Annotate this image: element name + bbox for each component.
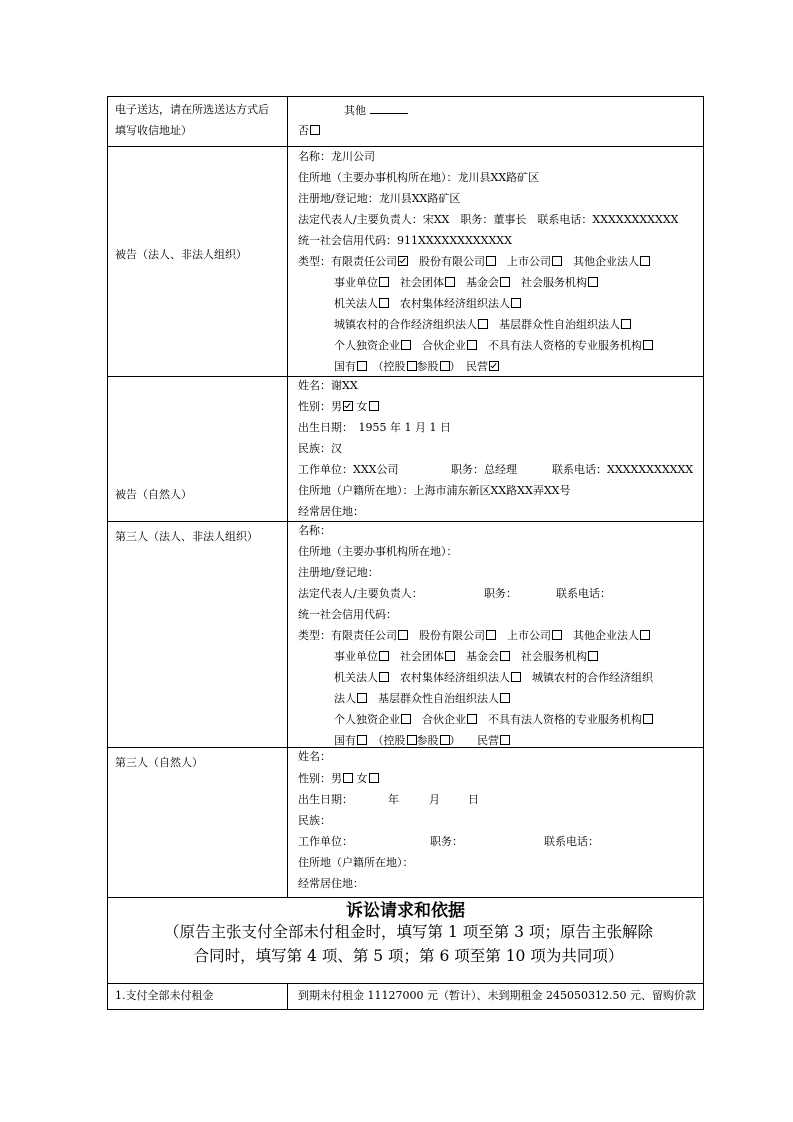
third-org-type-label: 类型： [298, 629, 331, 642]
third-org-type-line6 [334, 734, 510, 748]
defendant-org-type-line3 [334, 297, 521, 311]
defendant-org-credit-code: 统一社会信用代码：911XXXXXXXXXXXX [298, 234, 512, 247]
defendant-org-type-non-legal-checkbox[interactable] [643, 340, 653, 350]
third-person-value-cell [288, 748, 703, 897]
third-org-type-social-service-checkbox[interactable] [588, 651, 598, 661]
claim-item-1-label-cell [108, 984, 288, 1009]
defendant-person-work-unit: 工作单位：XXX公司 [298, 463, 399, 476]
third-person-gender-male: 性别：男 [298, 772, 342, 785]
defendant-org-type-state-checkbox[interactable] [357, 361, 367, 371]
third-org-type-private: 民营 [477, 734, 499, 747]
third-org-type-foundation-checkbox[interactable] [500, 651, 510, 661]
defendant-person-label-cell [108, 377, 288, 521]
third-org-type-state: 国有 [334, 734, 356, 747]
defendant-person-ethnicity: 民族：汉 [298, 442, 342, 455]
defendant-org-type-limited-checkbox[interactable] [398, 256, 408, 266]
complaint-form-table [107, 96, 704, 1010]
third-org-type-institution-checkbox[interactable] [379, 651, 389, 661]
third-org-row [108, 522, 703, 748]
third-org-type-joint-stock-checkbox[interactable] [486, 630, 496, 640]
defendant-org-type-line5 [334, 339, 653, 353]
third-org-type-line1 [298, 629, 650, 643]
third-person-birth-year: 年 [388, 793, 399, 806]
third-org-rep: 法定代表人/主要负责人： [298, 587, 423, 600]
defendant-org-label-cell [108, 147, 288, 376]
defendant-org-type-limited: 有限责任公司 [331, 255, 397, 268]
third-person-female-checkbox[interactable] [369, 773, 379, 783]
third-org-value-cell [288, 522, 703, 747]
claims-note-line1: （原告主张支付全部未付租金时，填写第 1 项至第 3 项；原告主张解除 [164, 923, 653, 941]
third-org-type-social-group-checkbox[interactable] [445, 651, 455, 661]
third-person-birth-day: 日 [468, 793, 479, 806]
defendant-org-type-urban-coop-checkbox[interactable] [478, 319, 488, 329]
claims-note-line2: 合同时，填写第 4 项、第 5 项；第 6 项至第 10 项为共同项） [193, 947, 624, 965]
defendant-person-male-checkbox[interactable] [343, 401, 353, 411]
third-org-type-partnership: 合伙企业 [422, 713, 466, 726]
third-person-address: 住所地（户籍所在地）： [298, 856, 414, 869]
defendant-org-type-line1 [298, 255, 650, 269]
third-org-type-holding-open: （控股 [378, 734, 406, 747]
defendant-org-type-stake: 参股 [416, 360, 439, 373]
defendant-org-type-institution-checkbox[interactable] [379, 277, 389, 287]
defendant-org-type-listed-checkbox[interactable] [552, 256, 562, 266]
third-org-registered: 注册地/登记地： [298, 566, 379, 579]
claim-item-1-row [108, 984, 703, 1009]
delivery-other-label: 其他 [344, 104, 366, 117]
third-person-label: 第三人（自然人） [115, 756, 203, 769]
third-org-type-state-checkbox[interactable] [357, 735, 367, 745]
defendant-org-type-private-checkbox[interactable] [489, 361, 499, 371]
third-org-address: 住所地（主要办事机构所在地）： [298, 545, 458, 558]
defendant-person-name: 姓名：谢XX [298, 379, 358, 392]
third-org-type-other-corp-checkbox[interactable] [640, 630, 650, 640]
defendant-person-address: 住所地（户籍所在地）：上海市浦东新区XX路XX弄XX号 [298, 484, 571, 497]
third-org-label-cell [108, 522, 288, 747]
third-org-type-sole-prop: 个人独资企业 [334, 713, 400, 726]
third-org-type-non-legal-checkbox[interactable] [643, 714, 653, 724]
third-org-type-partnership-checkbox[interactable] [467, 714, 477, 724]
claim-item-1-value: 到期未付租金 11127000 元（暂计）、未到期租金 245050312.50 元、留购价款 [298, 989, 696, 1002]
defendant-org-label: 被告（法人、非法人组织） [115, 248, 247, 261]
third-org-type-listed-checkbox[interactable] [552, 630, 562, 640]
third-org-type-private-checkbox[interactable] [500, 735, 510, 745]
claim-item-1-value-cell [288, 984, 703, 1009]
third-org-type-joint-stock: 股份有限公司 [419, 629, 485, 642]
delivery-no-checkbox[interactable] [310, 125, 320, 135]
defendant-org-type-listed: 上市公司 [507, 255, 551, 268]
defendant-org-rep: 法定代表人/主要负责人：宋XX 职务：董事长 联系电话：XXXXXXXXXXX [298, 213, 679, 226]
third-org-type-urban-coop-b: 法人 [334, 692, 356, 705]
defendant-org-type-state: 国有 [334, 360, 356, 373]
defendant-org-type-gov-checkbox[interactable] [379, 298, 389, 308]
third-person-male-checkbox[interactable] [343, 773, 353, 783]
third-person-phone: 联系电话： [544, 835, 599, 848]
third-org-type-foundation: 基金会 [466, 650, 499, 663]
third-org-type-social-service: 社会服务机构 [521, 650, 587, 663]
defendant-person-phone: 联系电话：XXXXXXXXXXX [552, 463, 694, 476]
defendant-org-type-stake-checkbox[interactable] [440, 361, 450, 371]
defendant-person-gender-female: 女 [356, 400, 368, 413]
defendant-org-name: 名称：龙川公司 [298, 150, 375, 163]
defendant-org-type-foundation-checkbox[interactable] [500, 277, 510, 287]
third-org-phone: 联系电话： [556, 587, 611, 600]
defendant-org-row [108, 147, 703, 377]
defendant-org-type-sole-prop-checkbox[interactable] [401, 340, 411, 350]
defendant-person-gender-male: 性别：男 [298, 400, 342, 413]
defendant-org-type-social-group-checkbox[interactable] [445, 277, 455, 287]
defendant-person-gender [298, 400, 379, 414]
defendant-org-type-grassroots: 基层群众性自治组织法人 [499, 318, 620, 331]
defendant-org-type-foundation: 基金会 [466, 276, 499, 289]
defendant-org-address: 住所地（主要办事机构所在地）：龙川县XX路矿区 [298, 171, 540, 184]
defendant-org-registered: 注册地/登记地：龙川县XX路矿区 [298, 192, 461, 205]
third-org-type-urban-coop-a: 城镇农村的合作经济组织 [532, 671, 653, 684]
defendant-org-type-partnership: 合伙企业 [422, 339, 466, 352]
third-person-birth: 出生日期： [298, 793, 353, 806]
delivery-label-line1: 电子送达，请在所选送达方式后 [115, 103, 269, 116]
claim-item-1-label: 1.支付全部未付租金 [115, 989, 214, 1002]
defendant-person-residence: 经常居住地： [298, 505, 364, 518]
third-org-type-grassroots-checkbox[interactable] [500, 693, 510, 703]
third-org-label: 第三人（法人、非法人组织） [115, 530, 258, 543]
third-org-position: 职务： [484, 587, 517, 600]
claims-title: 诉讼请求和依据 [346, 901, 465, 921]
delivery-row [108, 97, 703, 147]
third-org-type-limited: 有限责任公司 [331, 629, 397, 642]
claims-header-row [108, 898, 703, 984]
delivery-label-cell [108, 97, 288, 146]
defendant-org-type-holding-close: ） [449, 360, 455, 373]
defendant-org-type-urban-coop: 城镇农村的合作经济组织法人 [334, 318, 477, 331]
third-org-type-holding-checkbox[interactable] [407, 735, 417, 745]
defendant-org-type-non-legal: 不具有法人资格的专业服务机构 [488, 339, 642, 352]
third-org-type-line4 [334, 692, 510, 706]
defendant-org-type-social-service-checkbox[interactable] [588, 277, 598, 287]
third-org-type-urban-coop-checkbox[interactable] [357, 693, 367, 703]
third-person-birth-month: 月 [429, 793, 440, 806]
third-org-name: 名称： [298, 524, 331, 537]
defendant-org-type-line6 [334, 360, 499, 374]
delivery-value-cell [288, 97, 703, 146]
defendant-org-type-rural-econ-checkbox[interactable] [511, 298, 521, 308]
defendant-org-type-institution: 事业单位 [334, 276, 378, 289]
third-org-type-stake: 参股 [416, 734, 439, 747]
third-person-row [108, 748, 703, 898]
third-person-label-cell [108, 748, 288, 897]
defendant-org-type-social-service: 社会服务机构 [521, 276, 587, 289]
third-org-type-institution: 事业单位 [334, 650, 378, 663]
delivery-no-option [298, 124, 320, 138]
third-org-type-line3 [334, 671, 653, 685]
third-org-type-rural-econ-checkbox[interactable] [511, 672, 521, 682]
third-org-type-gov: 机关法人 [334, 671, 378, 684]
defendant-person-position: 职务：总经理 [451, 463, 517, 476]
defendant-org-type-grassroots-checkbox[interactable] [621, 319, 631, 329]
defendant-org-type-sole-prop: 个人独资企业 [334, 339, 400, 352]
third-org-type-social-group: 社会团体 [400, 650, 444, 663]
third-org-type-line2 [334, 650, 598, 664]
defendant-org-type-partnership-checkbox[interactable] [467, 340, 477, 350]
third-org-type-stake-checkbox[interactable] [440, 735, 450, 745]
third-org-type-sole-prop-checkbox[interactable] [401, 714, 411, 724]
third-org-type-non-legal: 不具有法人资格的专业服务机构 [488, 713, 642, 726]
third-org-type-line5 [334, 713, 653, 727]
third-person-name: 姓名： [298, 750, 331, 763]
third-org-type-gov-checkbox[interactable] [379, 672, 389, 682]
defendant-person-row [108, 377, 703, 522]
defendant-org-type-other-corp-checkbox[interactable] [640, 256, 650, 266]
third-org-type-holding-close: ） [449, 734, 455, 747]
defendant-person-birth: 出生日期： 1955 年 1 月 1 日 [298, 421, 451, 434]
third-person-ethnicity: 民族： [298, 814, 331, 827]
third-org-type-other-corp: 其他企业法人 [573, 629, 639, 642]
third-person-position: 职务： [430, 835, 463, 848]
defendant-person-value-cell [288, 377, 703, 521]
third-org-type-listed: 上市公司 [507, 629, 551, 642]
third-org-type-limited-checkbox[interactable] [398, 630, 408, 640]
defendant-org-type-social-group: 社会团体 [400, 276, 444, 289]
defendant-person-label: 被告（自然人） [115, 488, 192, 501]
third-person-residence: 经常居住地： [298, 877, 364, 890]
third-person-gender-female: 女 [356, 772, 368, 785]
claims-note [122, 920, 695, 968]
defendant-org-type-gov: 机关法人 [334, 297, 378, 310]
delivery-other-option [344, 103, 408, 118]
defendant-org-type-joint-stock-checkbox[interactable] [486, 256, 496, 266]
third-org-type-rural-econ: 农村集体经济组织法人 [400, 671, 510, 684]
third-person-work-unit: 工作单位： [298, 835, 353, 848]
defendant-org-type-line4 [334, 318, 631, 332]
defendant-org-type-other-corp: 其他企业法人 [573, 255, 639, 268]
third-person-gender [298, 772, 379, 786]
defendant-org-type-holding-open: （控股 [378, 360, 406, 373]
defendant-org-type-line2 [334, 276, 598, 290]
defendant-org-value-cell [288, 147, 703, 376]
delivery-other-input[interactable] [370, 103, 408, 114]
delivery-no-label: 否 [298, 124, 309, 137]
defendant-org-type-rural-econ: 农村集体经济组织法人 [400, 297, 510, 310]
defendant-org-type-joint-stock: 股份有限公司 [419, 255, 485, 268]
defendant-org-type-label: 类型： [298, 255, 331, 268]
third-org-type-grassroots: 基层群众性自治组织法人 [378, 692, 499, 705]
defendant-person-female-checkbox[interactable] [369, 401, 379, 411]
defendant-org-type-holding-checkbox[interactable] [407, 361, 417, 371]
delivery-label-line2: 填写收信地址） [115, 124, 192, 137]
defendant-org-type-private: 民营 [466, 360, 488, 373]
third-org-credit-code: 统一社会信用代码： [298, 608, 397, 621]
